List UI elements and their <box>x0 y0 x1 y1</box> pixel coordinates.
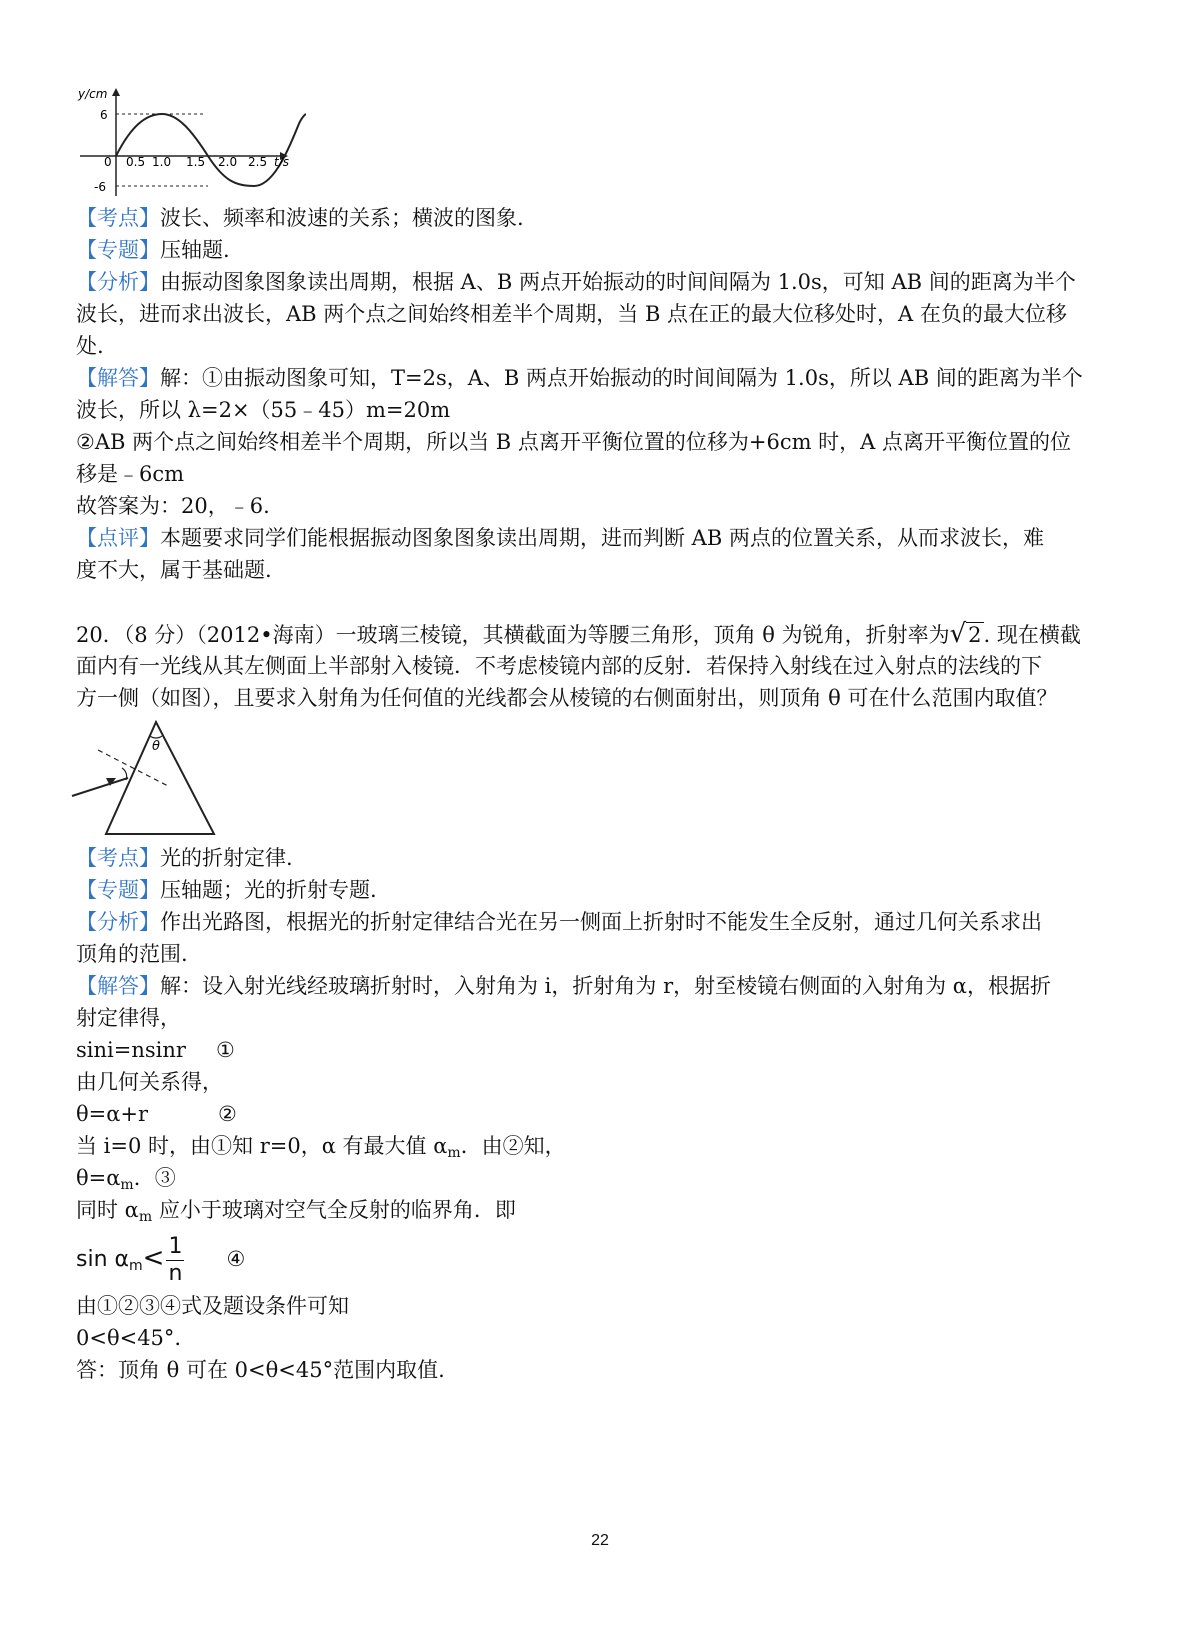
q20-stem-line3: 方一侧（如图），且要求入射角为任何值的光线都会从棱镜的右侧面射出，则顶角 θ 可在什么范围内取值？ <box>76 686 1058 710</box>
origin-label: 0 <box>104 155 112 169</box>
x-tick: 2.5 <box>248 155 268 169</box>
q19-jieda: 【解答】解：①由振动图象可知，T=2s，A、B 两点开始振动的时间间隔为 1.0s，所以 AB 间的距离为半个 <box>76 366 1083 390</box>
q20-zhuanti: 【专题】压轴题；光的折射专题. <box>76 878 377 902</box>
conclusion-intro: 由①②③④式及题设条件可知 <box>76 1294 349 1318</box>
q20-stem-line2: 面内有一光线从其左侧面上半部射入棱镜．不考虑棱镜内部的反射．若保持入射线在过入射点的法线的下 <box>76 654 1042 678</box>
theta-range: 0<θ<45°. <box>76 1326 182 1350</box>
fraction: $\frac{1}{n}$ <box>168 1233 183 1286</box>
equation-2: θ=α+r ② <box>76 1102 237 1126</box>
q19-fenxi: 【分析】由振动图象图象读出周期，根据 A、B 两点开始振动的时间间隔为 1.0s，可知 AB 间的距离为半个 <box>76 270 1076 294</box>
x-tick: 1.0 <box>152 155 172 169</box>
y-axis-label: y/cm <box>78 87 108 101</box>
sqrt-expression: √2 <box>949 619 982 649</box>
q20-kaodian: 【考点】光的折射定律. <box>76 846 293 870</box>
q19-jieda-line4: 移是﹣6cm <box>76 462 185 486</box>
page-number: 22 <box>591 1532 609 1549</box>
critical-angle-note: 同时 $\alpha_m$ 应小于玻璃对空气全反射的临界角．即 <box>76 1198 516 1225</box>
q19-fenxi-line2: 波长，进而求出波长，AB 两个点之间始终相差半个周期，当 B 点在正的最大位移处时，A 在负的最大位移 <box>76 302 1067 326</box>
q20-fenxi: 【分析】作出光路图，根据光的折射定律结合光在另一侧面上折射时不能发生全反射，通过几何关系求出 <box>76 910 1042 934</box>
q19-answer: 故答案为：20，﹣6. <box>76 494 270 518</box>
q19-fenxi-line3: 处. <box>76 334 104 358</box>
equation-4: $\sin \alpha_m<$ $\frac{1}{n}$ ④ <box>76 1233 246 1286</box>
q20-stem: 20．（8 分）（2012•海南）一玻璃三棱镜，其横截面为等腰三角形，顶角 θ 为锐角，折射率为√2. 现在横截 <box>76 619 1081 649</box>
y-tick-positive: 6 <box>100 108 108 122</box>
apex-angle-label: θ <box>152 739 160 754</box>
q19-jieda-line2: 波长，所以 λ=2×（55﹣45）m=20m <box>76 398 451 422</box>
x-axis-label: t/s <box>274 155 289 169</box>
when-i-zero: 当 i=0 时，由①知 r=0，α 有最大值 $\alpha_m$．由②知， <box>76 1134 566 1161</box>
q19-dianping-line2: 度不大，属于基础题. <box>76 558 272 582</box>
q19-zhuanti: 【专题】压轴题. <box>76 238 230 262</box>
q19-kaodian: 【考点】波长、频率和波速的关系；横波的图象. <box>76 206 524 230</box>
q20-jieda-line2: 射定律得， <box>76 1006 181 1030</box>
q20-jieda: 【解答】解：设入射光线经玻璃折射时，入射角为 i，折射角为 r，射至棱镜右侧面的入射角为 α，根据折 <box>76 974 1051 998</box>
x-tick: 1.5 <box>186 155 206 169</box>
final-answer: 答：顶角 θ 可在 0<θ<45°范围内取值. <box>76 1358 445 1382</box>
geometry-note: 由几何关系得， <box>76 1070 223 1094</box>
vibration-graph <box>76 86 306 204</box>
q20-fenxi-line2: 顶角的范围. <box>76 942 188 966</box>
y-tick-negative: -6 <box>94 180 106 194</box>
x-tick: 2.0 <box>218 155 238 169</box>
equation-1: sini=nsinr ① <box>76 1038 235 1062</box>
x-tick: 0.5 <box>126 155 146 169</box>
q19-jieda-line3: ②AB 两个点之间始终相差半个周期，所以当 B 点离开平衡位置的位移为+6cm 时，A 点离开平衡位置的位 <box>76 430 1072 454</box>
equation-3: $\theta=\alpha_m$．③ <box>76 1166 176 1193</box>
q19-dianping: 【点评】本题要求同学们能根据振动图象图象读出周期，进而判断 AB 两点的位置关系，从而求波长，难 <box>76 526 1044 550</box>
prism-figure <box>70 716 230 840</box>
